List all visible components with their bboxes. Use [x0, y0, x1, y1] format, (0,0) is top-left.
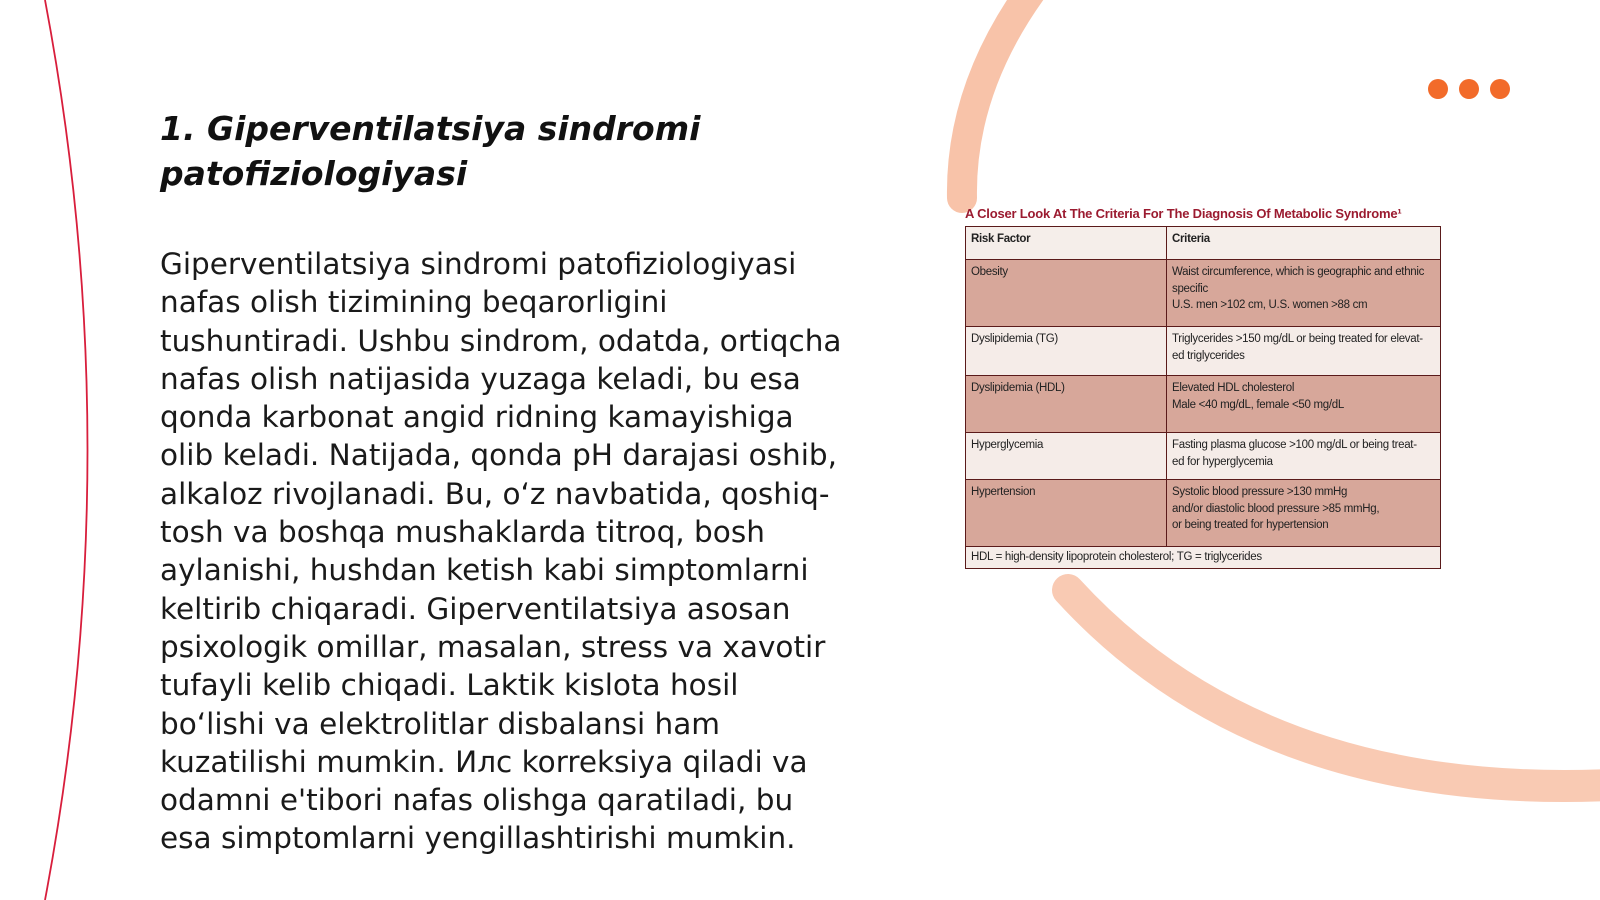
criteria-cell: Elevated HDL cholesterol Male <40 mg/dL, female <50 mg/dL	[1167, 376, 1441, 433]
table-footnote-row	[966, 547, 1441, 569]
header-risk-factor: Risk Factor	[966, 227, 1167, 260]
metabolic-syndrome-figure	[965, 206, 1441, 569]
criteria-cell: Triglycerides >150 mg/dL or being treated for elevat- ed triglycerides	[1167, 327, 1441, 376]
left-red-curve	[45, 0, 88, 900]
slide-title: 1. Giperventilatsiya sindromi patofiziologiyasi	[160, 109, 701, 193]
bottom-orange-arc	[1068, 590, 1600, 786]
table-header-row	[966, 227, 1441, 260]
slide-body-text: Giperventilatsiya sindromi patofiziologiyasi nafas olish tizimining beqarorligini tushuntiradi. Ushbu sindrom, odatda, ortiqcha nafas olish natijasida yuzaga keladi, bu esa qonda karbonat angid ridning kamayishiga olib keladi. Natijada, qonda pH darajasi oshib, alkaloz rivojlanadi. Bu, o‘z navbatida, qoshiq-tosh va boshqa mushaklarda titroq, bosh aylanishi, hushdan ketish kabi simptomlarni keltirib chiqaradi. Giperventilatsiya asosan psixologik omillar, masalan, stress va xavotir tufayli kelib chiqadi. Laktik kislota hosil bo‘lishi va elektrolitlar disbalansi ham kuzatilishi mumkin. Илс korreksiya qiladi va odamni e'tibori nafas olishga qaratiladi, bu esa simptomlarni yengillashtirishi mumkin.	[160, 247, 842, 856]
risk-factor-cell: Obesity	[966, 260, 1167, 327]
criteria-cell: Waist circumference, which is geographic and ethnic specific U.S. men >102 cm, U.S. women >88 cm	[1167, 260, 1441, 327]
risk-factor-cell: Dyslipidemia (HDL)	[966, 376, 1167, 433]
table-row	[966, 260, 1441, 327]
dot	[1490, 79, 1510, 99]
risk-factor-cell: Hyperglycemia	[966, 433, 1167, 480]
table-row	[966, 480, 1441, 547]
header-criteria: Criteria	[1167, 227, 1441, 260]
top-orange-arc	[962, 0, 1032, 198]
table-row	[966, 376, 1441, 433]
criteria-cell: Fasting plasma glucose >100 mg/dL or being treat- ed for hyperglycemia	[1167, 433, 1441, 480]
criteria-cell: Systolic blood pressure >130 mmHg and/or diastolic blood pressure >85 mmHg, or being treated for hypertension	[1167, 480, 1441, 547]
figure-caption: A Closer Look At The Criteria For The Diagnosis Of Metabolic Syndrome¹	[965, 206, 1402, 221]
risk-factor-cell: Hypertension	[966, 480, 1167, 547]
dot	[1428, 79, 1448, 99]
dot	[1459, 79, 1479, 99]
table-footnote: HDL = high-density lipoprotein cholesterol; TG = triglycerides	[966, 547, 1441, 569]
decorative-dots	[1428, 79, 1510, 99]
table-row	[966, 327, 1441, 376]
table-row	[966, 433, 1441, 480]
risk-factor-cell: Dyslipidemia (TG)	[966, 327, 1167, 376]
criteria-table	[965, 226, 1441, 569]
